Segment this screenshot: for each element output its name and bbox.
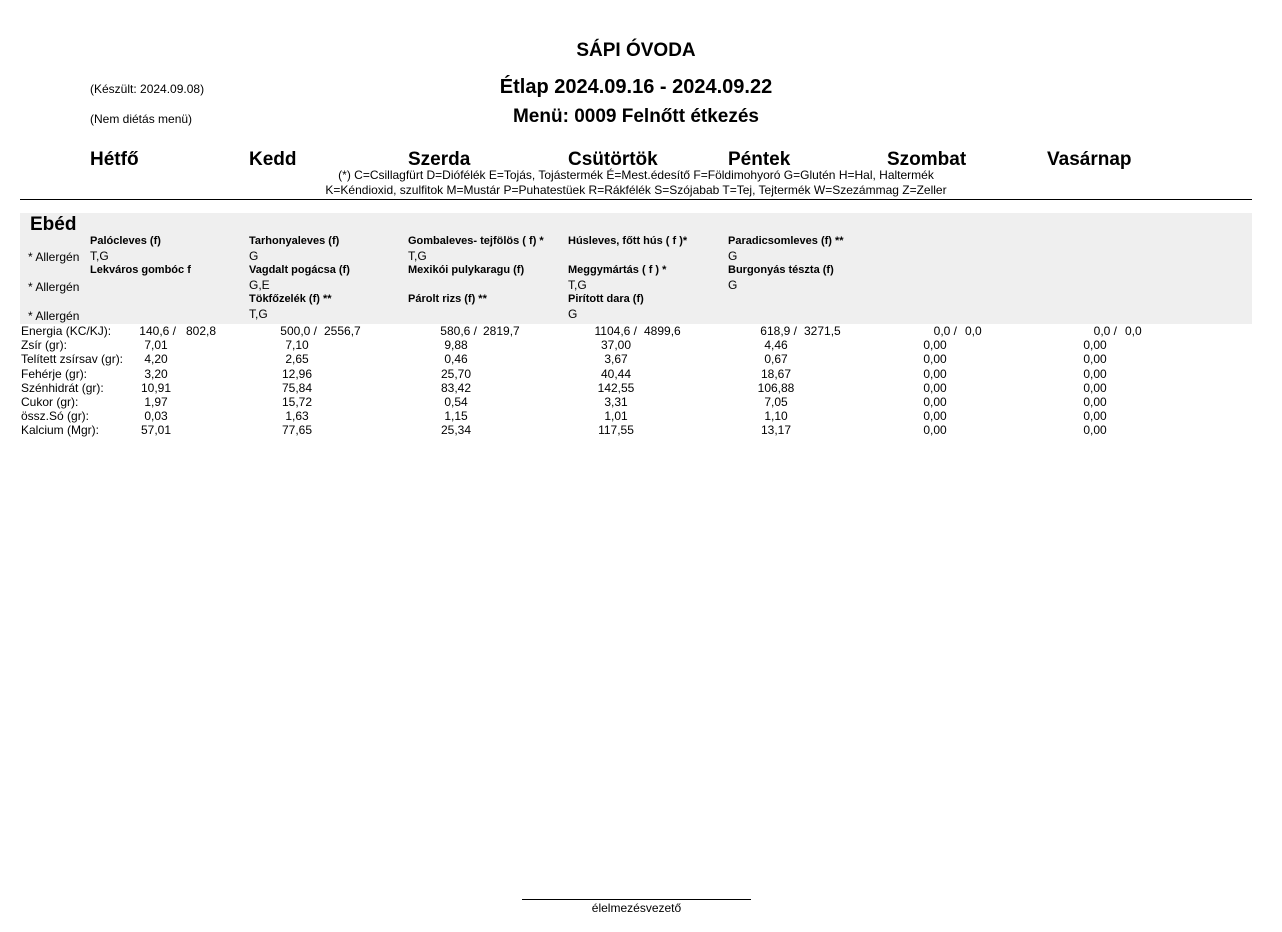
- nutrition-value: 75,84: [281, 380, 313, 395]
- energy-kj-value: 2556,7: [324, 324, 361, 338]
- nutrition-value: 0,00: [923, 409, 947, 424]
- energy-kc-value: 140,6 /: [139, 324, 176, 338]
- energy-kc-value: 1104,6 /: [594, 324, 637, 338]
- nutrition-value: 2,65: [285, 352, 309, 367]
- energy-kc-value: 618,9 /: [760, 324, 797, 338]
- nutrition-value: 117,55: [598, 423, 634, 438]
- dish-allergens: T,G: [568, 278, 587, 292]
- nutrition-value: 25,70: [440, 366, 472, 381]
- dish-name: Tökfőzelék (f) **: [249, 293, 332, 305]
- day-header: Hétfő: [90, 149, 139, 170]
- dish-name: Mexikói pulykaragu (f): [408, 264, 525, 276]
- nutrition-label: Cukor (gr):: [21, 395, 79, 409]
- nutrition-label: össz.Só (gr):: [21, 409, 90, 424]
- energy-kc-value: 0,0 /: [1093, 324, 1117, 338]
- nutrition-label: Kalcium (Mgr):: [21, 423, 100, 438]
- institution-title: SÁPI ÓVODA: [576, 40, 696, 61]
- diet-note: (Nem diétás menü): [90, 112, 193, 126]
- nutrition-value: 1,97: [144, 395, 168, 409]
- allergen-legend-line-2: K=Kéndioxid, szulfitok M=Mustár P=Puhatestüek R=Rákfélék S=Szójabab T=Tej, Tejtermék W=Szezámmag Z=Zeller: [325, 183, 947, 197]
- dish-allergens: T,G: [90, 249, 109, 263]
- nutrition-value: 0,00: [1083, 380, 1107, 395]
- nutrition-value: 10,91: [140, 380, 172, 395]
- nutrition-value: 18,67: [760, 366, 792, 381]
- allergen-legend-line-1: (*) C=Csillagfürt D=Diófélék E=Tojás, Tojástermék É=Mest.édesítő F=Földimohyoró G=Glutén H=Hal, Haltermék: [338, 168, 934, 182]
- nutrition-value: 0,00: [923, 380, 947, 395]
- nutrition-value: 37,00: [600, 338, 632, 353]
- nutrition-value: 0,00: [923, 395, 947, 409]
- nutrition-value: 0,46: [444, 352, 468, 367]
- dish-name: Pirított dara (f): [568, 293, 644, 305]
- nutrition-value: 0,00: [923, 423, 947, 438]
- nutrition-value: 0,00: [1083, 395, 1107, 409]
- dish-allergens: T,G: [249, 307, 268, 321]
- nutrition-value: 3,20: [144, 366, 168, 381]
- nutrition-value: 4,46: [764, 338, 788, 353]
- nutrition-value: 40,44: [600, 366, 632, 381]
- created-date: (Készült: 2024.09.08): [90, 82, 205, 96]
- meal-name: Ebéd: [30, 214, 77, 235]
- nutrition-value: 7,05: [764, 395, 788, 409]
- nutrition-label: Fehérje (gr):: [21, 366, 88, 381]
- nutrition-value: 0,00: [1083, 338, 1107, 353]
- signature-line: [522, 899, 751, 900]
- menu-period-title: Étlap 2024.09.16 - 2024.09.22: [499, 76, 773, 98]
- nutrition-value: 1,63: [285, 409, 309, 424]
- dish-allergens: G: [568, 307, 578, 321]
- nutrition-value: 0,00: [923, 366, 947, 381]
- nutrition-label: Telített zsírsav (gr):: [21, 352, 124, 367]
- energy-kc-value: 0,0 /: [933, 324, 957, 338]
- header-divider: [20, 199, 1252, 200]
- dish-name: Húsleves, főtt hús ( f )*: [568, 235, 688, 247]
- dish-name: Palócleves (f): [90, 235, 161, 247]
- energy-kc-value: 580,6 /: [440, 324, 477, 338]
- dish-allergens: G: [728, 249, 738, 263]
- dish-allergens: G,E: [249, 278, 270, 292]
- nutrition-value: 0,00: [923, 338, 947, 353]
- nutrition-value: 0,00: [923, 352, 947, 367]
- nutrition-value: 106,88: [757, 380, 795, 395]
- nutrition-value: 0,03: [144, 409, 168, 424]
- nutrition-value: 1,10: [764, 409, 788, 424]
- day-header: Szombat: [887, 149, 967, 170]
- energy-kj-value: 4899,6: [644, 324, 681, 338]
- allergen-label: * Allergén: [28, 280, 80, 294]
- nutrition-label: Zsír (gr):: [21, 338, 67, 353]
- day-header: Csütörtök: [568, 149, 658, 170]
- energy-kc-value: 500,0 /: [280, 324, 317, 338]
- day-header: Szerda: [408, 149, 471, 170]
- nutrition-value: 0,00: [1083, 423, 1107, 438]
- nutrition-value: 0,00: [1083, 409, 1107, 424]
- energy-kj-value: 2819,7: [483, 324, 520, 338]
- nutrition-value: 77,65: [281, 423, 313, 438]
- nutrition-value: 13,17: [760, 423, 792, 438]
- nutrition-value: 0,67: [764, 352, 788, 367]
- energy-kj-value: 0,0: [965, 324, 982, 338]
- dish-name: Tarhonyaleves (f): [249, 235, 340, 247]
- dish-name: Lekváros gombóc f: [90, 264, 191, 276]
- energy-kj-value: 0,0: [1125, 324, 1142, 338]
- nutrition-value: 15,72: [281, 395, 313, 409]
- allergen-label: * Allergén: [28, 309, 80, 323]
- energy-kj-value: 3271,5: [804, 324, 841, 338]
- nutrition-value: 9,88: [444, 338, 468, 353]
- nutrition-value: 83,42: [440, 380, 472, 395]
- menu-name-title: Menü: 0009 Felnőtt étkezés: [512, 106, 760, 127]
- nutrition-value: 25,34: [440, 423, 472, 438]
- nutrition-value: 0,54: [444, 395, 468, 409]
- dish-allergens: G: [728, 278, 738, 292]
- nutrition-value: 0,00: [1083, 352, 1107, 367]
- nutrition-label: Energia (KC/KJ):: [21, 324, 112, 338]
- nutrition-value: 7,01: [144, 338, 168, 353]
- nutrition-value: 4,20: [144, 352, 168, 367]
- day-header: Vasárnap: [1047, 149, 1132, 170]
- nutrition-value: 0,00: [1083, 366, 1107, 381]
- dish-allergens: G: [249, 249, 259, 263]
- energy-kj-value: 802,8: [186, 324, 217, 338]
- dish-name: Meggymártás ( f ) *: [568, 264, 667, 276]
- nutrition-value: 3,31: [604, 395, 628, 409]
- signature-label: élelmezésvezető: [591, 901, 682, 915]
- nutrition-value: 1,15: [444, 409, 468, 424]
- dish-name: Vagdalt pogácsa (f): [249, 264, 350, 276]
- dish-name: Gombaleves- tejfölös ( f) *: [408, 235, 544, 247]
- allergen-label: * Allergén: [28, 250, 80, 264]
- nutrition-label: Szénhidrát (gr):: [21, 380, 104, 395]
- nutrition-value: 12,96: [281, 366, 313, 381]
- dish-name: Párolt rizs (f) **: [408, 293, 487, 305]
- nutrition-value: 1,01: [604, 409, 628, 424]
- nutrition-value: 3,67: [604, 352, 628, 367]
- nutrition-value: 142,55: [597, 380, 635, 395]
- day-header: Kedd: [249, 149, 297, 170]
- dish-allergens: T,G: [408, 249, 427, 263]
- dish-name: Paradicsomleves (f) **: [728, 235, 844, 247]
- dish-name: Burgonyás tészta (f): [728, 264, 834, 276]
- nutrition-value: 7,10: [285, 338, 309, 353]
- nutrition-value: 57,01: [140, 423, 172, 438]
- day-header: Péntek: [728, 149, 791, 170]
